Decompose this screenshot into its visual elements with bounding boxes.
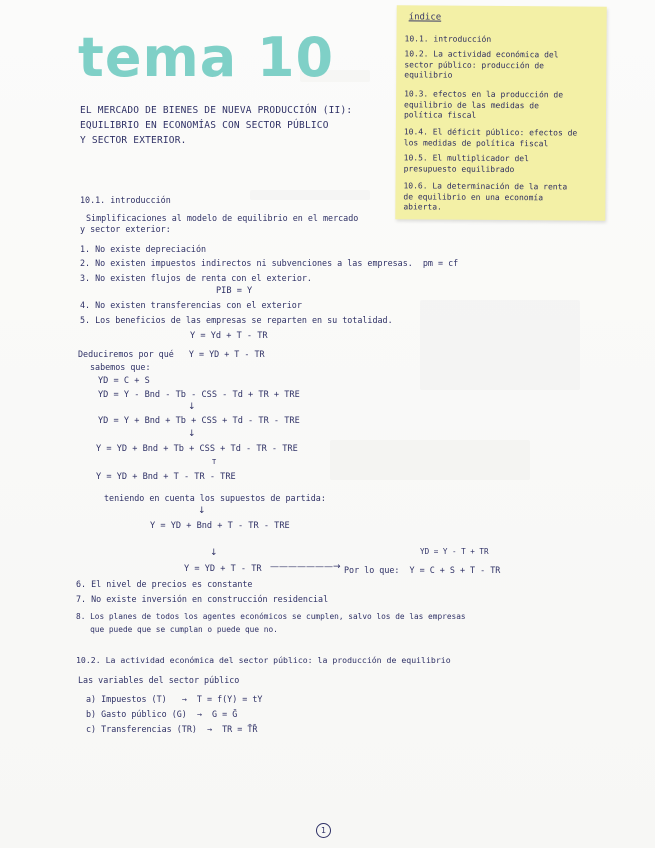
equation: YD = Y - Bnd - Tb - CSS - Td + TR + TRE	[98, 390, 300, 400]
list-item: 7. No existe inversión en construcción residencial	[76, 594, 329, 604]
list-item: b) Gasto público (G) → G = Ḡ	[86, 709, 238, 719]
index-item: 10.3. efectos en la producción de equilibrio de las medidas de política fiscal	[403, 89, 564, 120]
down-arrow-icon: ↓	[198, 506, 206, 516]
text-line: Simplificaciones al modelo de equilibrio en el mercado	[86, 213, 359, 223]
list-item: que puede que se cumplan o puede que no.	[76, 625, 278, 634]
equation: Y = YD + T - TR	[184, 564, 262, 574]
text-line: y sector exterior:	[80, 224, 171, 234]
text-line: sabemos que:	[90, 362, 151, 372]
index-item: 10.6. La determinación de la renta de equilibrio en una economía abierta.	[403, 181, 568, 212]
list-item: 4. No existen transferencias con el exterior	[80, 300, 302, 310]
list-item: 8. Los planes de todos los agentes económicos se cumplen, salvo los de las empresas	[76, 612, 466, 621]
text-line: teniendo en cuenta los supuestos de partida:	[104, 493, 326, 503]
side-equation: YD = Y - T + TR	[420, 547, 489, 556]
text-line: Deduciremos por qué Y = YD + T - TR	[78, 349, 265, 359]
section-heading: 10.1. introducción	[80, 195, 171, 205]
index-sticky-note	[395, 5, 606, 220]
equation: PIB = Y	[216, 286, 253, 296]
section-heading: 10.2. La actividad económica del sector público: la producción de equilibrio	[76, 655, 451, 665]
index-title: índice	[408, 12, 442, 23]
down-arrow-icon: ↓	[188, 429, 196, 439]
brace-label: T	[212, 458, 217, 466]
equation: Y = Yd + T - TR	[190, 331, 268, 341]
index-item: 10.2. La actividad económica del sector público: producción de equilibrio	[404, 49, 559, 80]
down-arrow-icon: ↓	[210, 548, 218, 558]
page-number: 1	[316, 823, 331, 838]
equation: Y = YD + Bnd + T - TR - TRE	[150, 521, 290, 531]
index-item: 10.5. El multiplicador del presupuesto equilibrado	[403, 153, 529, 174]
equation: Y = YD + Bnd + Tb + CSS + Td - TR - TRE	[96, 444, 298, 454]
index-item: 10.1. introducción	[404, 34, 492, 44]
show-through	[330, 440, 530, 480]
page-title: tema 10	[78, 26, 335, 89]
list-item: 5. Los beneficios de las empresas se reparten en su totalidad.	[80, 315, 393, 325]
text-line: Las variables del sector público	[78, 675, 240, 685]
list-item: 1. No existe depreciación	[80, 244, 207, 254]
down-arrow-icon: ↓	[188, 402, 196, 412]
equation: YD = Y + Bnd + Tb + CSS + Td - TR - TRE	[98, 416, 300, 426]
list-item: a) Impuestos (T) → T = f(Y) = tY	[86, 694, 263, 704]
index-item: 10.4. El déficit público: efectos de los medidas de política fiscal	[403, 127, 578, 148]
list-item: c) Transferencias (TR) → TR = T̄R̄	[86, 724, 258, 734]
list-item: 2. No existen impuestos indirectos ni subvenciones a las empresas. pm = cf	[80, 258, 459, 268]
chapter-subtitle: EL MERCADO DE BIENES DE NUEVA PRODUCCIÓN (II): EQUILIBRIO EN ECONOMÍAS CON SECTOR PÚBLICO Y SECTOR EXTERIOR.	[80, 105, 353, 146]
equation: YD = C + S	[98, 376, 150, 386]
text-line: Por lo que: Y = C + S + T - TR	[344, 565, 501, 575]
list-item: 3. No existen flujos de renta con el exterior.	[80, 273, 312, 283]
show-through	[250, 190, 370, 200]
right-arrow-icon: ———————→	[270, 562, 341, 572]
list-item: 6. El nivel de precios es constante	[76, 579, 253, 589]
show-through	[420, 300, 580, 390]
equation: Y = YD + Bnd + T - TR - TRE	[96, 472, 236, 482]
